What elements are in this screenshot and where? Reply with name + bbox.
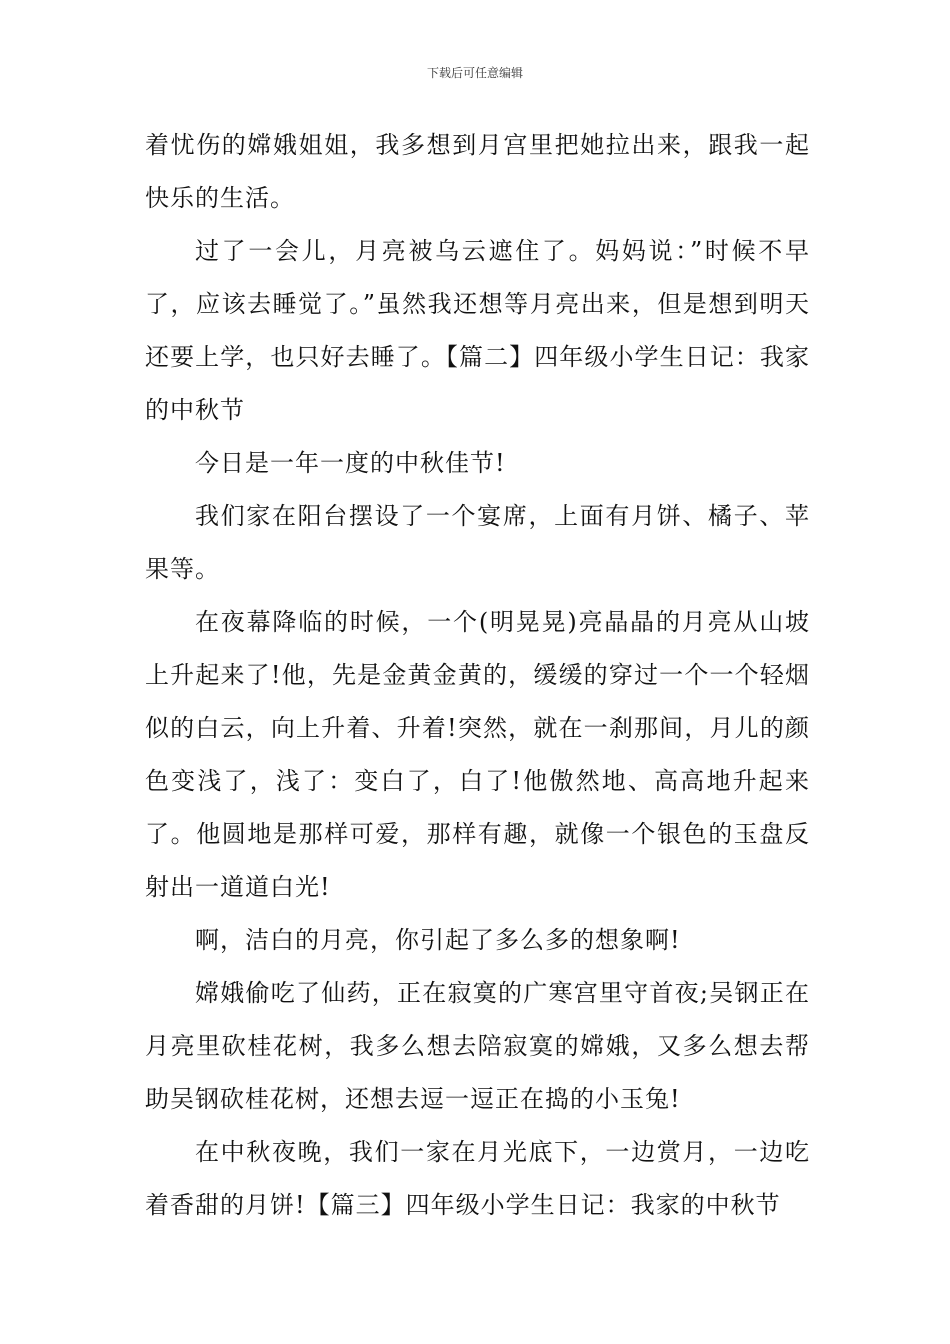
document-body <box>145 119 810 1232</box>
paragraph: 嫦娥偷吃了仙药，正在寂寞的广寒宫里守首夜;吴钢正在月亮里砍桂花树，我多么想去陪寂寞的嫦娥，又多么想去帮助吴钢砍桂花树，还想去逗一逗正在捣的小玉兔! <box>145 979 810 1113</box>
paragraph: 我们家在阳台摆设了一个宴席，上面有月饼、橘子、苹果等。 <box>145 502 810 583</box>
paragraph: 今日是一年一度的中秋佳节! <box>195 449 506 477</box>
paragraph: 在中秋夜晚，我们一家在月光底下，一边赏月，一边吃着香甜的月饼!【篇三】四年级小学生日记：我家的中秋节 <box>145 1138 810 1219</box>
paragraph: 着忧伤的嫦娥姐姐，我多想到月宫里把她拉出来，跟我一起快乐的生活。 <box>145 131 810 212</box>
page-header: 下载后可任意编辑 <box>426 66 523 80</box>
paragraph: 啊，洁白的月亮，你引起了多么多的想象啊! <box>195 926 681 954</box>
paragraph: 过了一会儿，月亮被乌云遮住了。妈妈说：”时候不早了，应该去睡觉了。”虽然我还想等月亮出来，但是想到明天还要上学，也只好去睡了。【篇二】四年级小学生日记：我家的中秋节 <box>145 237 810 424</box>
paragraph: 在夜幕降临的时候，一个(明晃晃)亮晶晶的月亮从山坡上升起来了!他，先是金黄金黄的，缓缓的穿过一个一个轻烟似的白云，向上升着、升着!突然，就在一刹那间，月儿的颜色变浅了，浅了：变白了，白了!他傲然地、高高地升起来了。他圆地是那样可爱，那样有趣，就像一个银色的玉盘反射出一道道白光! <box>145 608 810 901</box>
